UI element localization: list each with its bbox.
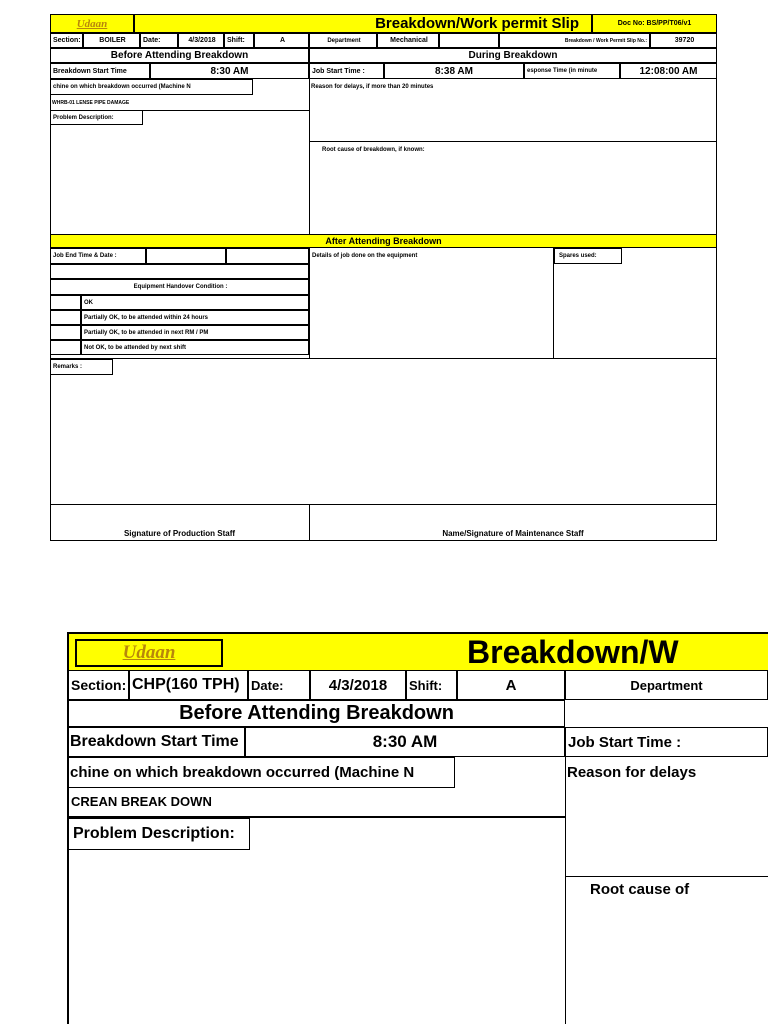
date-label: Date: — [248, 670, 310, 700]
before-header: Before Attending Breakdown — [67, 700, 565, 727]
condition-checkbox-1[interactable] — [50, 295, 81, 310]
department-label: Department — [309, 33, 377, 48]
spares-label: Spares used: — [554, 248, 622, 264]
department-blank — [439, 33, 499, 48]
condition-label-4: Not OK, to be attended by next shift — [81, 340, 309, 355]
slip-no-value: 39720 — [650, 33, 717, 48]
bd-start-label: Breakdown Start Time — [67, 727, 245, 757]
during-header: During Breakdown — [309, 48, 717, 63]
handover-label: Equipment Handover Condition : — [50, 279, 309, 295]
section-value: CHP(160 TPH) — [129, 670, 248, 700]
condition-checkbox-2[interactable] — [50, 310, 81, 325]
details-label: Details of job done on the equipment — [312, 253, 418, 259]
job-end-value-2 — [226, 248, 309, 264]
response-value: 12:08:00 AM — [620, 63, 717, 79]
signature-top-line — [50, 504, 717, 505]
condition-label-1: OK — [81, 295, 309, 310]
shift-label: Shift: — [406, 670, 457, 700]
section-label: Section: — [67, 670, 129, 700]
job-start-label: Job Start Time : — [309, 63, 384, 79]
doc-number — [592, 14, 717, 33]
response-label: esponse Time (in minute — [524, 63, 620, 79]
section-value: BOILER — [83, 33, 140, 48]
sig-production: Signature of Production Staff — [123, 528, 236, 538]
slip-title — [134, 14, 592, 33]
condition-checkbox-4[interactable] — [50, 340, 81, 355]
problem-label: Problem Description: — [50, 110, 143, 125]
outer-bottom-border — [50, 540, 717, 541]
section-label: Section: — [50, 33, 83, 48]
outer-right-border — [716, 14, 717, 541]
department-label: Department — [565, 670, 768, 700]
spares-divider — [553, 248, 554, 358]
date-label: Date: — [140, 33, 178, 48]
job-start-label: Job Start Time : — [565, 727, 768, 757]
mid-divider-upper — [309, 63, 310, 234]
logo-text: Udaan — [122, 642, 176, 663]
after-header: After Attending Breakdown — [50, 234, 717, 248]
delay-label: Reason for delays — [567, 764, 697, 781]
shift-value: A — [457, 670, 565, 700]
condition-checkbox-3[interactable] — [50, 325, 81, 340]
shift-label: Shift: — [224, 33, 254, 48]
machine-label: chine on which breakdown occurred (Machine N — [67, 757, 455, 788]
problem-box-top — [67, 816, 565, 818]
condition-label-3: Partially OK, to be attended in next RM / PM — [81, 325, 309, 340]
bd-start-value: 8:30 AM — [150, 63, 309, 79]
shift-value: A — [254, 33, 309, 48]
logo-text: Udaan — [76, 17, 108, 30]
root-cause-label: Root cause of — [590, 880, 690, 898]
company-logo — [75, 639, 223, 667]
remarks-label: Remarks : — [50, 359, 113, 375]
department-value: Mechanical — [377, 33, 439, 48]
slip-1 — [50, 14, 717, 541]
after-bottom-line — [50, 358, 717, 359]
outer-left-border — [50, 14, 51, 541]
machine-value: CREAN BREAK DOWN — [71, 794, 212, 809]
date-value: 4/3/2018 — [178, 33, 224, 48]
after-blank-row — [50, 264, 309, 279]
date-value: 4/3/2018 — [310, 670, 406, 700]
company-logo — [50, 14, 134, 33]
slip-title-text: Breakdown/Work permit Slip — [375, 15, 579, 32]
problem-label: Problem Description: — [67, 818, 250, 850]
signature-divider — [309, 504, 310, 541]
during-mid-line — [309, 141, 717, 142]
slip-title-text: Breakdown/W — [467, 634, 679, 670]
slip-no-label: Breakdown / Work Permit Slip No.: — [499, 33, 650, 48]
slip-2 — [67, 632, 768, 1024]
doc-number-text: Doc No: BS/PP/T06/v1 — [617, 20, 692, 27]
bd-start-label: Breakdown Start Time — [50, 63, 150, 79]
during-mid-line — [565, 876, 768, 877]
sig-maintenance: Name/Signature of Maintenance Staff — [442, 528, 584, 538]
before-header: Before Attending Breakdown — [50, 48, 309, 63]
outer-left-border — [67, 632, 69, 1024]
machine-value: WHRB-01 LENSE PIPE DAMAGE — [52, 99, 130, 106]
root-cause-label: Root cause of breakdown, if known: — [322, 146, 425, 153]
job-end-label: Job End Time & Date : — [50, 248, 146, 264]
slip-title — [467, 634, 768, 670]
problem-box-top — [50, 110, 309, 111]
job-start-value: 8:38 AM — [384, 63, 524, 79]
delay-label: Reason for delays, if more than 20 minutes — [311, 84, 434, 90]
mid-divider-after — [309, 248, 310, 358]
machine-label: chine on which breakdown occurred (Machine N — [50, 79, 253, 95]
condition-label-2: Partially OK, to be attended within 24 hours — [81, 310, 309, 325]
job-end-value — [146, 248, 226, 264]
bd-start-value: 8:30 AM — [245, 727, 565, 757]
